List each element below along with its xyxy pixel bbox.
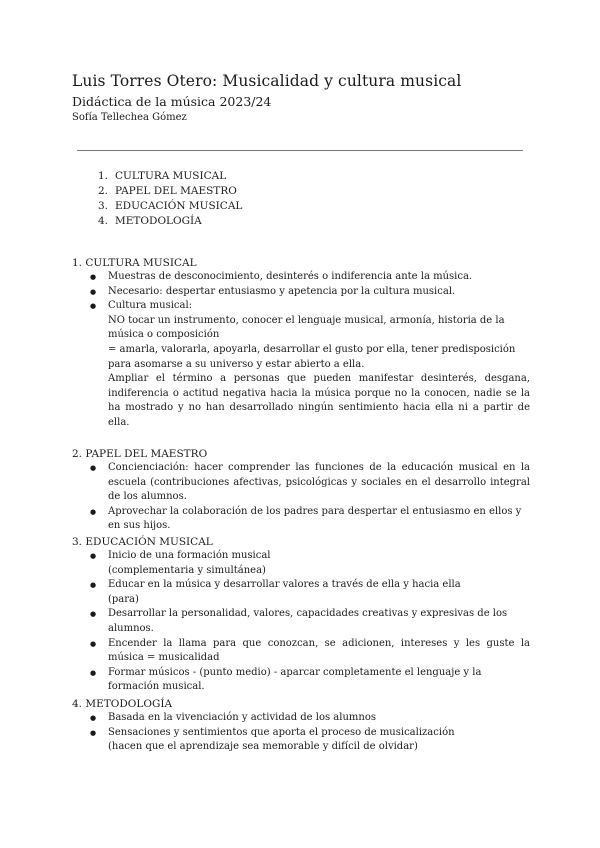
- toc-number: 4.: [97, 215, 108, 227]
- bullet-list: [72, 461, 530, 534]
- section-heading: 4. METODOLOGÍA: [72, 698, 173, 710]
- list-item: [72, 285, 530, 300]
- bullet-icon: ●: [90, 668, 97, 677]
- list-item: [72, 637, 530, 666]
- list-item-subtext: (complementaria y simultánea): [108, 564, 266, 576]
- bullet-icon: ●: [90, 302, 97, 311]
- list-item: [72, 270, 530, 285]
- document-author: Sofía Tellechea Gómez: [72, 112, 187, 123]
- list-item-text: Aprovechar la colaboración de los padres para despertar el entusiasmo en ellos y en sus hijos.: [108, 505, 522, 532]
- list-item-text: Muestras de desconocimiento, desinterés o indiferencia ante la música.: [108, 271, 473, 282]
- bullet-icon: ●: [90, 507, 97, 516]
- list-item-subtext: (para): [108, 593, 139, 605]
- bullet-icon: ●: [90, 639, 97, 648]
- bullet-icon: ●: [90, 610, 97, 619]
- toc-label: CULTURA MUSICAL: [115, 170, 227, 182]
- section-metodologia: [72, 697, 530, 755]
- section-cultura-musical: [72, 256, 530, 431]
- toc-number: 2.: [97, 185, 108, 197]
- list-item-text: Desarrollar la personalidad, valores, capacidades creativas y expresivas de los alumnos.: [108, 608, 508, 634]
- document-title: Luis Torres Otero: Musicalidad y cultura musical: [72, 72, 462, 90]
- bullet-icon: ●: [90, 581, 97, 590]
- section-heading: 2. PAPEL DEL MAESTRO: [72, 448, 208, 460]
- list-item: [72, 505, 530, 534]
- list-item-text: Sensaciones y sentimientos que aporta el proceso de musicalización: [108, 726, 455, 738]
- list-item: [72, 666, 530, 695]
- toc-item: [90, 184, 242, 199]
- toc-item: [90, 199, 242, 214]
- bullet-list: [72, 711, 530, 755]
- horizontal-divider: [77, 150, 523, 151]
- list-item: [72, 299, 530, 430]
- document-subtitle: Didáctica de la música 2023/24: [72, 94, 272, 109]
- list-item-text: NO tocar un instrumento, conocer el lenguaje musical, armonía, historia de la música o composición: [108, 314, 505, 341]
- list-item: [72, 461, 530, 505]
- list-item: [72, 726, 530, 755]
- section-educacion-musical: [72, 535, 530, 695]
- list-item: [72, 549, 530, 578]
- list-item-text: Encender la llama para que conozcan, se adicionen, intereses y les guste la música = musicalidad: [108, 637, 530, 664]
- section-heading: 1. CULTURA MUSICAL: [72, 257, 197, 269]
- table-of-contents: [90, 169, 242, 229]
- toc-item: [90, 214, 242, 229]
- bullet-list: [72, 549, 530, 695]
- list-item-text: Formar músicos - (punto medio) - aparcar completamente el lenguaje y la formación musical.: [108, 666, 482, 693]
- toc-number: 3.: [97, 200, 108, 212]
- bullet-list: [72, 270, 530, 431]
- toc-number: 1.: [97, 170, 108, 182]
- list-item: [72, 578, 530, 607]
- section-papel-maestro: [72, 447, 530, 534]
- list-item-text: Cultura musical:: [108, 300, 193, 312]
- toc-label: PAPEL DEL MAESTRO: [115, 185, 237, 197]
- list-item-text: Concienciación: hacer comprender las funciones de la educación musical en la escuela (contribuciones afectivas, psicológicas y sociales en el desarrollo integral de los alumnos.: [108, 462, 530, 503]
- list-item-text: Necesario: despertar entusiasmo y apetencia por la cultura musical.: [108, 285, 456, 297]
- bullet-icon: ●: [90, 464, 97, 472]
- list-item: [72, 711, 530, 726]
- list-item-text: = amarla, valorarla, apoyarla, desarrollar el gusto por ella, tener predisposición para asomarse a su universo y estar abierto a ella.: [108, 343, 516, 370]
- list-item-text: Educar en la música y desarrollar valores a través de ella y hacia ella: [108, 579, 461, 591]
- bullet-icon: ●: [90, 552, 97, 560]
- bullet-icon: ●: [90, 273, 97, 281]
- list-item: [72, 607, 530, 636]
- list-item-subtext: (hacen que el aprendizaje sea memorable y difícil de olvidar): [108, 741, 418, 753]
- section-heading: 3. EDUCACIÓN MUSICAL: [72, 536, 213, 548]
- toc-item: [90, 169, 242, 184]
- list-item-text: Inicio de una formación musical: [108, 550, 271, 561]
- toc-label: EDUCACIÓN MUSICAL: [115, 200, 243, 212]
- list-item-text: Basada en la vivenciación y actividad de los alumnos: [108, 712, 376, 723]
- bullet-icon: ●: [90, 287, 97, 296]
- toc-label: METODOLOGÍA: [115, 215, 202, 227]
- bullet-icon: ●: [90, 714, 97, 722]
- bullet-icon: ●: [90, 728, 97, 737]
- list-item-text: Ampliar el término a personas que pueden manifestar desinterés, desgana, indiferencia o actitud negativa hacia la música porque no la conocen, nadie se la ha mostrado y no han desarrollado ningún sentimiento hacia ella ni a partir de ella.: [108, 373, 530, 428]
